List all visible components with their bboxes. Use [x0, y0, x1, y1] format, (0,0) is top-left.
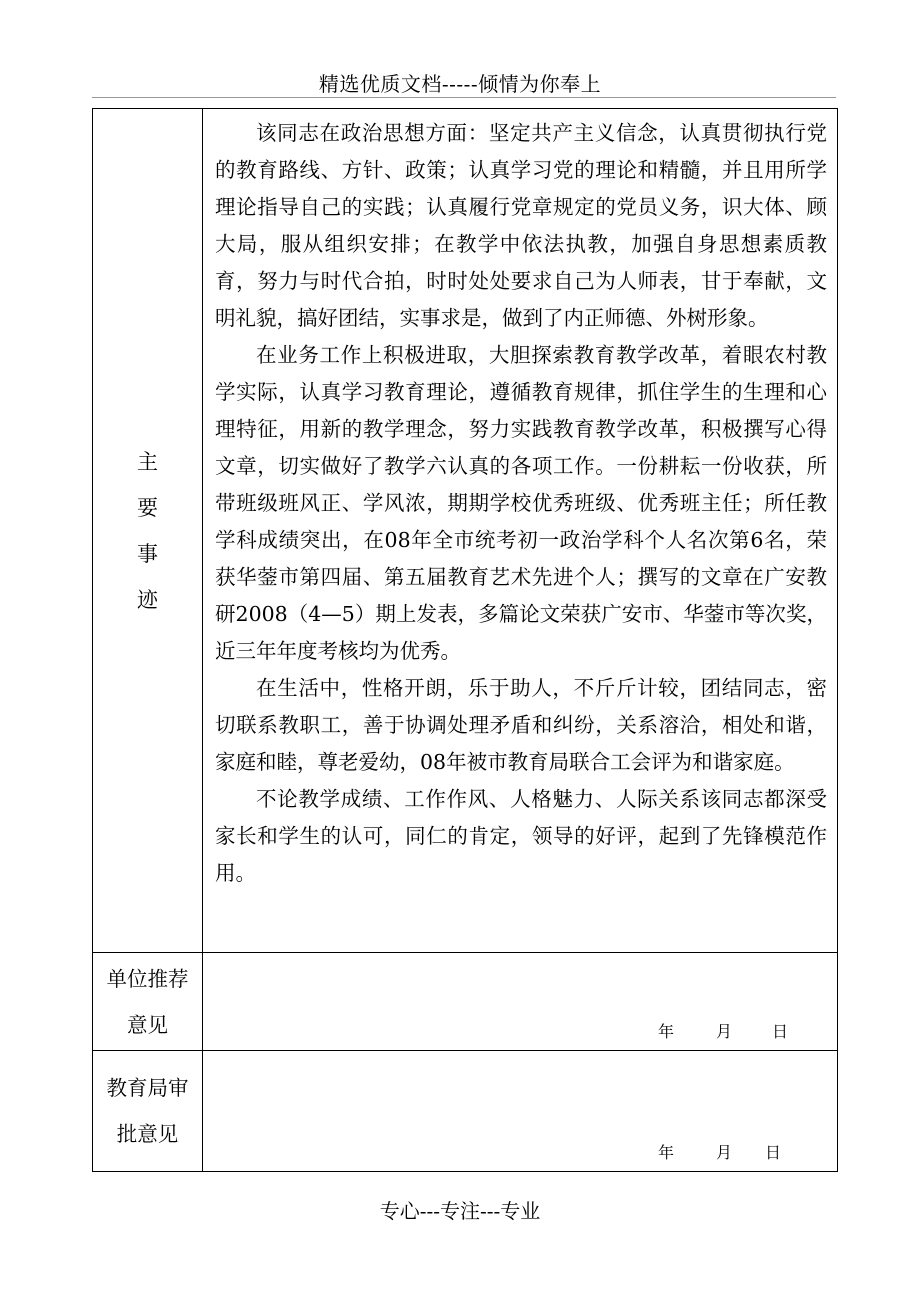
unit-date-year: 年 [658, 1022, 675, 1041]
header-rule [92, 97, 836, 98]
bureau-label-line1: 教育局审 [106, 1076, 189, 1100]
unit-label-line2: 意见 [127, 1012, 168, 1037]
bureau-date-year: 年 [658, 1143, 675, 1162]
unit-recommendation-label [93, 953, 203, 1051]
label-char: 要 [137, 495, 158, 520]
bureau-date-day: 日 [765, 1143, 782, 1162]
label-char: 迹 [137, 587, 158, 612]
unit-date-day: 日 [772, 1022, 789, 1041]
unit-recommendation-row [93, 953, 838, 1051]
page-footer: 专心---专注---专业 [379, 1199, 541, 1223]
bureau-label-line2: 批意见 [116, 1122, 179, 1146]
deeds-paragraph-work: 在业务工作上积极进取，大胆探索教育教学改革，着眼农村教学实际，认真学习教育理论，遵循教育规律，抓住学生的生理和心理特征，用新的教学理念，努力实践教育教学改革，积极撰写心得文章，切实做好了教学六认真的各项工作。一份耕耘一份收获，所带班级班风正、学风浓，期期学校优秀班级、优秀班主任；所任教学科成绩突出，在08年全市统考初一政治学科个人名次第6名，荣获华蓥市第四届、第五届教育艺术先进个人；撰写的文章在广安教研2008（4—5）期上发表，多篇论文荣获广安市、华蓥市等次奖，近三年年度考核均为优秀。 [215, 343, 827, 663]
label-char: 主 [137, 449, 158, 474]
label-char: 事 [137, 541, 158, 566]
deeds-paragraph-life: 在生活中，性格开朗，乐于助人，不斤斤计较，团结同志，密切联系教职工，善于协调处理矛盾和纠纷，关系溶洽，相处和谐，家庭和睦，尊老爱幼，08年被市教育局联合工会评为和谐家庭。 [215, 676, 827, 774]
bureau-approval-row [93, 1051, 838, 1172]
bureau-approval-label [93, 1051, 203, 1172]
bureau-approval-field[interactable] [203, 1051, 838, 1172]
unit-label-line1: 单位推荐 [106, 966, 189, 991]
main-deeds-label [93, 109, 203, 953]
main-deeds-content [203, 109, 838, 953]
bureau-date-month: 月 [716, 1143, 733, 1162]
recommendation-form-table [92, 108, 838, 1172]
unit-recommendation-field[interactable] [203, 953, 838, 1051]
deeds-paragraph-political: 该同志在政治思想方面：坚定共产主义信念，认真贯彻执行党的教育路线、方针、政策；认真学习党的理论和精髓，并且用所学理论指导自己的实践；认真履行党章规定的党员义务，识大体、顾大局，服从组织安排；在教学中依法执教，加强自身思想素质教育，努力与时代合拍，时时处处要求自己为人师表，甘于奉献，文明礼貌，搞好团结，实事求是，做到了内正师德、外树形象。 [215, 121, 827, 330]
unit-date-month: 月 [716, 1022, 733, 1041]
main-deeds-row [93, 109, 838, 953]
page-header: 精选优质文档-----倾情为你奉上 [318, 72, 602, 96]
deeds-paragraph-summary: 不论教学成绩、工作作风、人格魅力、人际关系该同志都深受家长和学生的认可，同仁的肯定，领导的好评，起到了先锋模范作用。 [215, 787, 827, 885]
